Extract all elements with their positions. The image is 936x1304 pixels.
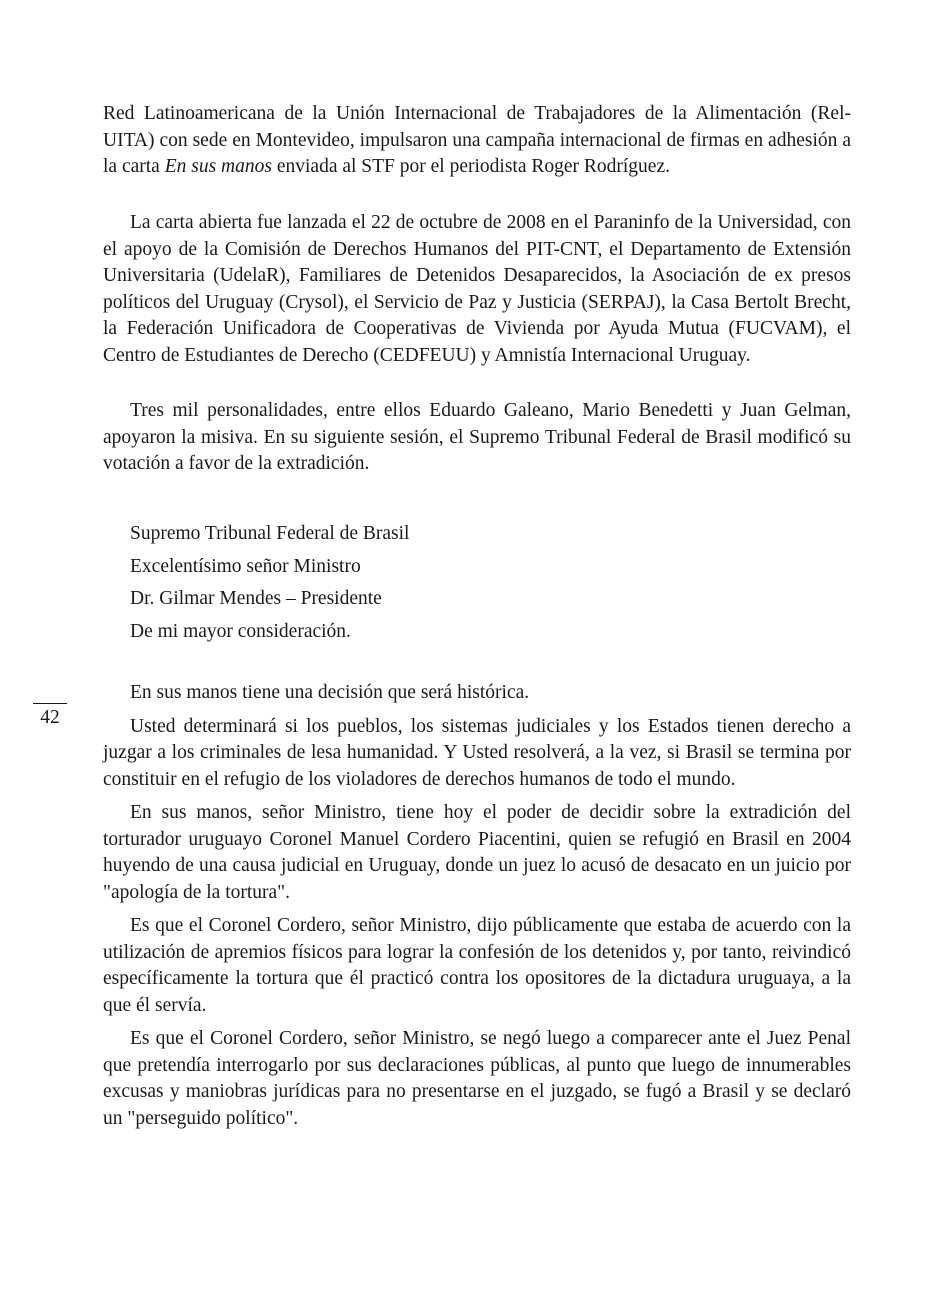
letter-paragraph: Es que el Coronel Cordero, señor Ministro, dijo públicamente que estaba de acuerdo con la utilización de apremios físicos para lograr la confesión de los detenidos y, por tanto, reivindicó específicamente la tortura que él practicó contra los opositores de la dictadura uruguaya, a la que él servía. [103, 915, 851, 1016]
page-number-rule [33, 703, 67, 704]
open-letter-launch-block [103, 210, 851, 376]
letter-paragraph: En sus manos tiene una decisión que será histórica. [130, 682, 530, 703]
letter-paragraph: Usted determinará si los pueblos, los sistemas judiciales y los Estados tienen derecho a juzgar a los criminales de lesa humanidad. Y Usted resolverá, a la vez, si Brasil se termina por constituir en el refugio de los violadores de derechos humanos de todo el mundo. [103, 715, 851, 790]
paragraph-text: enviada al STF por el periodista Roger Rodríguez. [271, 156, 670, 177]
supporters-block [103, 398, 851, 485]
letter-header [130, 518, 409, 648]
letter-header-line: Supremo Tribunal Federal de Brasil [130, 523, 410, 544]
letter-header-line: De mi mayor consideración. [130, 620, 351, 642]
paragraph-launch: La carta abierta fue lanzada el 22 de octubre de 2008 en el Paraninfo de la Universidad, con el apoyo de la Comisión de Derechos Humanos del PIT-CNT, el Departamento de Extensión Universitaria (UdelaR), Familiares de Detenidos Desaparecidos, la Asociación de ex presos políticos del Uruguay (Crysol), el Servicio de Paz y Justicia (SERPAJ), la Casa Bertolt Brecht, la Federación Unificadora de Cooperativas de Vivienda por Ayuda Mutua (FUCVAM), el Centro de Estudiantes de Derecho (CEDFEUU) y Amnistía Internacional Uruguay. [103, 212, 851, 366]
letter-paragraph: En sus manos, señor Ministro, tiene hoy el poder de decidir sobre la extradición del torturador uruguayo Coronel Manuel Cordero Piacentini, quien se refugió en Brasil en 2004 huyendo de una causa judicial en Uruguay, donde un juez lo acusó de desacato en un juicio por "apología de la tortura". [103, 802, 851, 903]
letter-header-line: Dr. Gilmar Mendes – Presidente [130, 588, 382, 609]
letter-paragraph: Es que el Coronel Cordero, señor Ministro, se negó luego a comparecer ante el Juez Penal que pretendía interrogarlo por sus declaraciones públicas, al punto que luego de innumerables excusas y maniobras jurídicas para no presentarse en el juzgado, se fugó a Brasil y se declaró un "perseguido político". [103, 1028, 851, 1129]
paragraph-rel-uita [103, 101, 851, 181]
letter-header-line: Excelentísimo señor Ministro [130, 555, 361, 577]
letter-title-italic: En sus manos [164, 156, 272, 177]
paragraph-text: Red Latinoamericana de la Unión Internacional de Trabajadores de la Alimentación (Rel-UITA) con sede en Montevideo, impulsaron una campaña internacional de firmas en adhesión a la carta [103, 103, 851, 177]
letter-body [103, 680, 851, 1139]
paragraph-supporters: Tres mil personalidades, entre ellos Eduardo Galeano, Mario Benedetti y Juan Gelman, apoyaron la misiva. En su siguiente sesión, el Supremo Tribunal Federal de Brasil modificó su votación a favor de la extradición. [103, 400, 851, 474]
page-number: 42 [40, 707, 60, 728]
intro-text-block [103, 101, 851, 188]
